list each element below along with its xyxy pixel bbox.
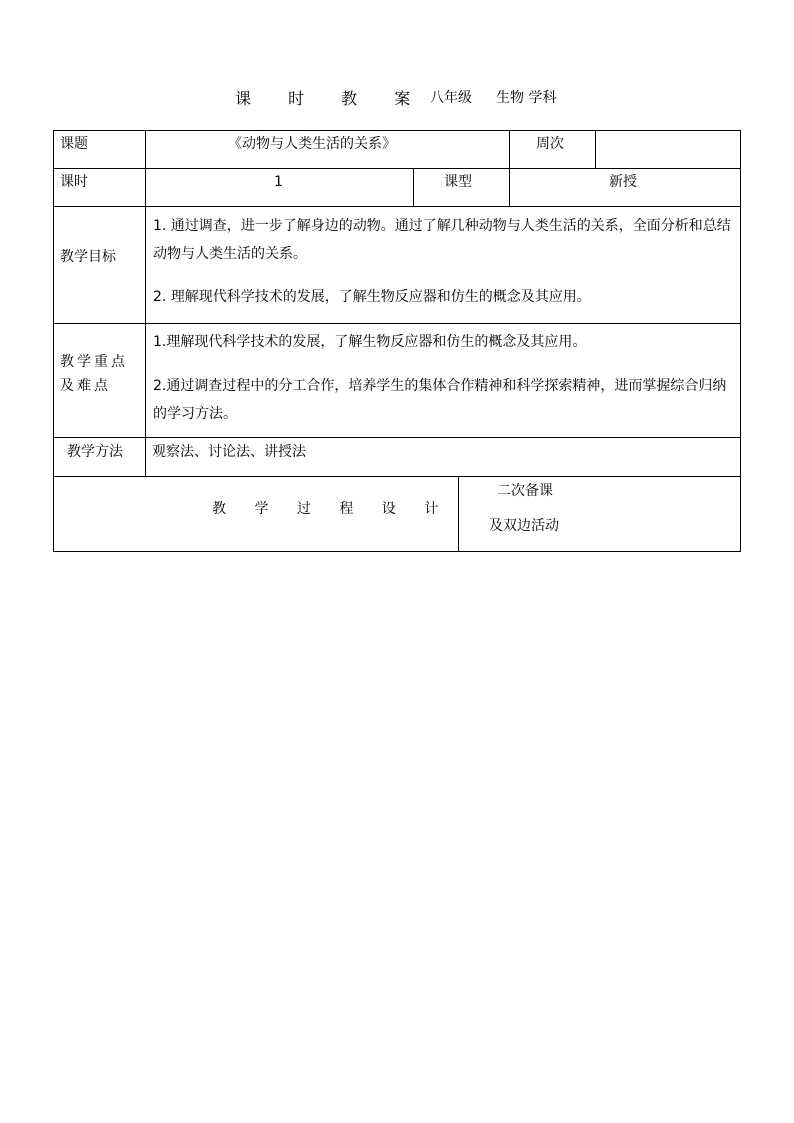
period-label-cell — [53, 168, 146, 207]
method-label: 教学方法 — [67, 444, 123, 460]
secondary-prep-line1: 二次备课 — [497, 483, 553, 499]
type-label: 课型 — [444, 174, 472, 190]
key-points-content-cell — [145, 323, 741, 438]
secondary-prep-line2: 及双边活动 — [489, 518, 559, 534]
key-points-label: 教学重点及难点 — [60, 354, 128, 394]
process-design-cell — [53, 476, 459, 552]
type-label-cell — [413, 168, 510, 207]
period-value: 1 — [274, 174, 283, 190]
method-label-cell — [53, 437, 146, 477]
key-point-item-2: 2.通过调查过程中的分工合作，培养学生的集体合作精神和科学探索精神，进而掌握综合归纳的学习方法。 — [153, 378, 727, 422]
type-value-cell — [509, 168, 741, 207]
topic-label: 课题 — [60, 136, 88, 152]
period-label: 课时 — [60, 174, 88, 190]
key-point-item-1: 1.理解现代科学技术的发展，了解生物反应器和仿生的概念及其应用。 — [153, 334, 587, 350]
topic-label-cell — [53, 130, 146, 169]
topic-value-cell — [145, 130, 510, 169]
goals-label: 教学目标 — [60, 249, 116, 265]
process-design-label: 教 学 过 程 设 计 — [212, 501, 451, 517]
goals-label-cell — [53, 206, 146, 324]
secondary-prep-cell — [458, 476, 741, 552]
goal-item-2: 2. 理解现代科学技术的发展，了解生物反应器和仿生的概念及其应用。 — [153, 289, 591, 305]
week-label: 周次 — [536, 136, 564, 152]
document-header — [0, 86, 794, 110]
key-points-label-cell — [53, 323, 146, 438]
subject-label: 生物 学科 — [496, 90, 557, 106]
method-value-cell — [145, 437, 741, 477]
document-title: 课 时 教 案 — [235, 89, 427, 108]
period-value-cell — [145, 168, 414, 207]
goal-item-1: 1. 通过调查，进一步了解身边的动物。通过了解几种动物与人类生活的关系，全面分析和总结动物与人类生活的关系。 — [153, 218, 731, 262]
topic-value: 《动物与人类生活的关系》 — [228, 136, 396, 152]
goals-content-cell — [145, 206, 741, 324]
type-value: 新授 — [609, 174, 637, 190]
week-value-cell — [595, 130, 741, 169]
week-label-cell — [509, 130, 596, 169]
method-value: 观察法、讨论法、讲授法 — [152, 444, 306, 460]
grade-label: 八年级 — [430, 90, 472, 106]
